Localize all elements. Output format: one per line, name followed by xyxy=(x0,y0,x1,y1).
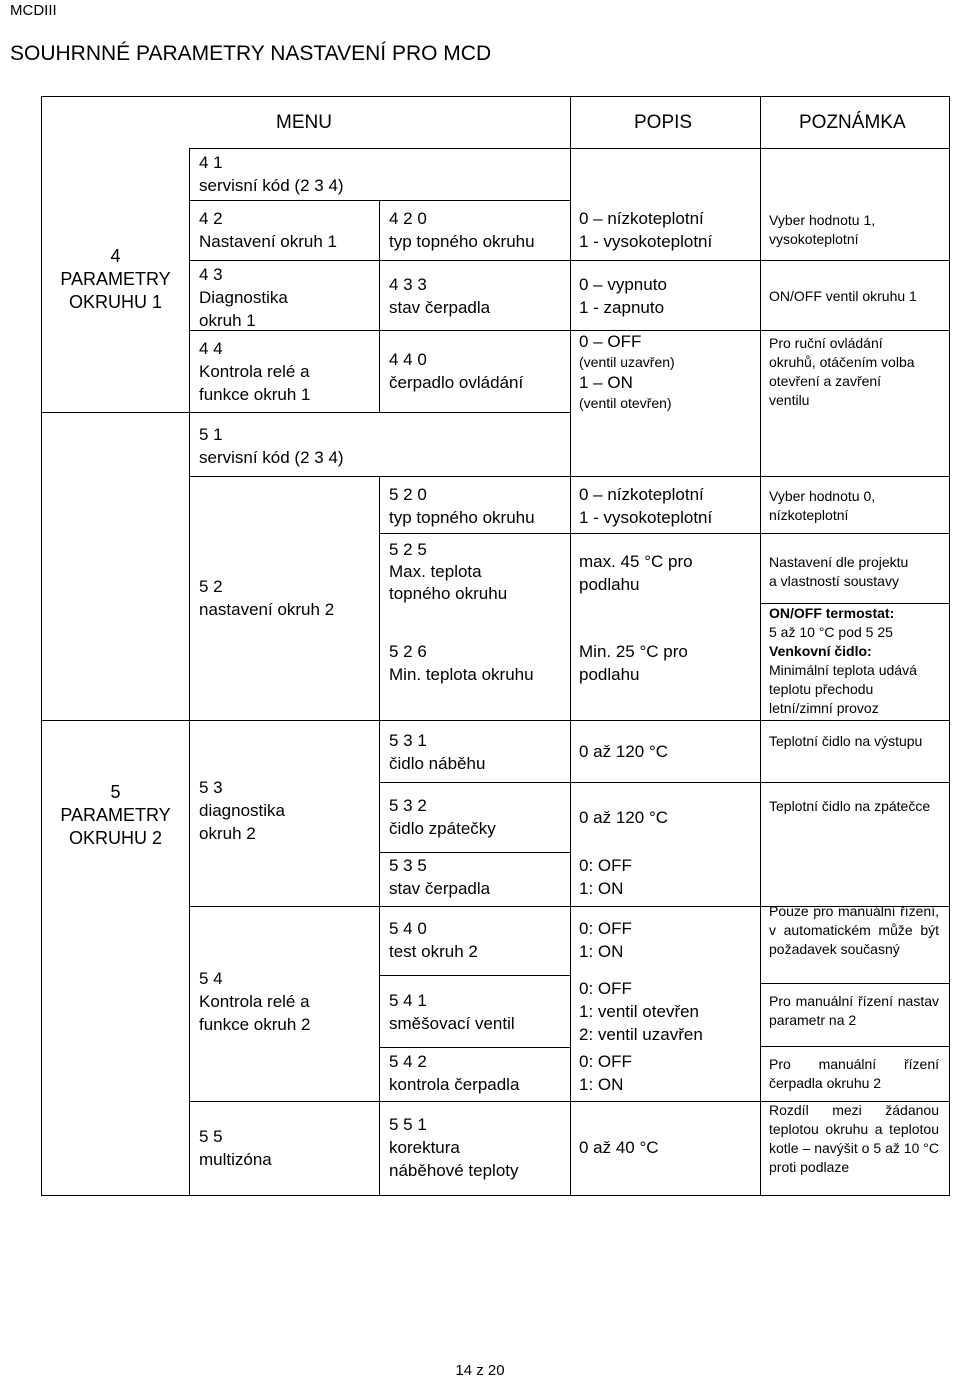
divider xyxy=(189,720,950,721)
submenu-cell: 5 4 2 kontrola čerpadla xyxy=(389,1052,520,1094)
divider xyxy=(379,200,380,412)
divider xyxy=(760,983,950,984)
divider xyxy=(570,96,571,1196)
note-cell: Pro ruční ovládání okruhů, otáčením volba otevření a zavření ventilu xyxy=(769,335,915,408)
page-title: SOUHRNNÉ PARAMETRY NASTAVENÍ PRO MCD xyxy=(10,42,492,65)
menu-cell: 5 2 nastavení okruh 2 xyxy=(199,577,335,619)
note-cell: Nastavení dle projektu a vlastností soustavy xyxy=(769,554,909,589)
divider xyxy=(41,720,189,721)
popis-cell: max. 45 °C pro podlahu xyxy=(579,552,693,594)
menu-cell: 5 3 diagnostika okruh 2 xyxy=(199,778,286,843)
divider xyxy=(379,782,950,783)
popis-cell: 0 až 40 °C xyxy=(579,1138,659,1157)
popis-cell xyxy=(579,331,675,413)
submenu-cell: 5 2 5 Max. teplota topného okruhu xyxy=(389,540,508,603)
group-label-okruh-1: 4 PARAMETRY OKRUHU 1 xyxy=(60,246,171,312)
menu-cell: 5 5 multizóna xyxy=(199,1127,272,1169)
menu-cell: 4 4 Kontrola relé a funkce okruh 1 xyxy=(199,339,311,404)
popis-line: 1 – ON xyxy=(579,373,633,392)
popis-cell: 0 až 120 °C xyxy=(579,808,669,827)
popis-line: (ventil otevřen) xyxy=(579,395,672,411)
table-border-bottom xyxy=(41,1195,950,1196)
popis-cell: 0: OFF 1: ON xyxy=(579,856,632,898)
column-header-menu: MENU xyxy=(276,112,332,133)
popis-cell: Min. 25 °C pro podlahu xyxy=(579,642,688,684)
divider xyxy=(189,148,950,149)
note-cell: Pro manuální řízení nastav parametr na 2 xyxy=(769,993,939,1028)
popis-cell: 0 – vypnuto 1 - zapnuto xyxy=(579,275,667,317)
popis-cell: 0 – nízkoteplotní 1 - vysokoteplotní xyxy=(579,209,713,251)
note-line: 5 až 10 °C pod 5 25 xyxy=(769,624,893,640)
divider xyxy=(189,260,950,261)
divider xyxy=(379,476,380,1196)
popis-cell: 0 – nízkoteplotní 1 - vysokoteplotní xyxy=(579,485,713,527)
table-border-right xyxy=(949,96,950,1196)
note-cell: Pro manuální řízení čerpadla okruhu 2 xyxy=(769,1056,939,1091)
divider xyxy=(189,476,950,477)
submenu-cell: 5 3 1 čidlo náběhu xyxy=(389,731,486,773)
note-cell: Rozdíl mezi žádanou teplotou okruhu a teplotou kotle – navýšit o 5 až 10 °C proti podlaze xyxy=(769,1102,939,1175)
divider xyxy=(189,148,190,1196)
note-cell: Teplotní čidlo na zpátečce xyxy=(769,798,931,814)
popis-cell: 0: OFF 1: ventil otevřen 2: ventil uzavřen xyxy=(579,979,703,1044)
submenu-cell: 5 3 2 čidlo zpátečky xyxy=(389,796,496,838)
popis-cell: 0 až 120 °C xyxy=(579,742,669,761)
note-cell: Vyber hodnotu 0, nízkoteplotní xyxy=(769,488,876,523)
submenu-cell: 4 2 0 typ topného okruhu xyxy=(389,209,535,251)
divider xyxy=(379,975,570,976)
divider xyxy=(379,533,950,534)
submenu-cell: 5 4 1 směšovací ventil xyxy=(389,991,515,1033)
note-cell: ON/OFF ventil okruhu 1 xyxy=(769,288,917,304)
popis-line: (ventil uzavřen) xyxy=(579,354,675,370)
submenu-cell: 4 3 3 stav čerpadla xyxy=(389,275,491,317)
divider xyxy=(189,200,570,201)
divider xyxy=(760,1046,950,1047)
note-cell: Vyber hodnotu 1, vysokoteplotní xyxy=(769,212,876,247)
note-line: Venkovní čidlo: xyxy=(769,643,872,659)
page-header: MCDIII xyxy=(10,2,57,19)
divider xyxy=(379,1047,570,1048)
divider xyxy=(379,852,570,853)
note-cell: Teplotní čidlo na výstupu xyxy=(769,733,923,749)
menu-cell: 5 4 Kontrola relé a funkce okruh 2 xyxy=(199,969,311,1034)
submenu-cell: 4 4 0 čerpadlo ovládání xyxy=(389,350,524,392)
menu-cell: 5 1 servisní kód (2 3 4) xyxy=(199,425,344,467)
divider xyxy=(41,412,570,413)
group-label-okruh-2: 5 PARAMETRY OKRUHU 2 xyxy=(60,782,171,848)
divider xyxy=(189,330,950,331)
page-number: 14 z 20 xyxy=(455,1362,505,1379)
note-line: ON/OFF termostat: xyxy=(769,605,895,621)
note-line: Minimální teplota udává teplotu přechodu letní/zimní provoz xyxy=(769,662,917,716)
menu-cell: 4 1 servisní kód (2 3 4) xyxy=(199,153,344,195)
submenu-cell: 5 2 0 typ topného okruhu xyxy=(389,485,535,527)
submenu-cell: 5 4 0 test okruh 2 xyxy=(389,919,478,961)
popis-line: 0 – OFF xyxy=(579,332,642,351)
submenu-cell: 5 3 5 stav čerpadla xyxy=(389,856,491,898)
column-header-popis: POPIS xyxy=(634,112,693,133)
submenu-cell: 5 5 1 korektura náběhové teploty xyxy=(389,1115,519,1180)
menu-cell: 4 3 Diagnostika okruh 1 xyxy=(199,265,288,330)
menu-cell: 4 2 Nastavení okruh 1 xyxy=(199,209,337,251)
note-cell: Pouze pro manuální řízení, v automatickém může být požadavek současný xyxy=(769,903,939,957)
note-cell xyxy=(769,604,917,718)
submenu-cell: 5 2 6 Min. teplota okruhu xyxy=(389,642,534,684)
table-border-top xyxy=(41,96,950,97)
popis-cell: 0: OFF 1: ON xyxy=(579,919,632,961)
popis-cell: 0: OFF 1: ON xyxy=(579,1052,632,1094)
column-header-poznamka: POZNÁMKA xyxy=(799,112,906,133)
divider xyxy=(760,96,761,1196)
